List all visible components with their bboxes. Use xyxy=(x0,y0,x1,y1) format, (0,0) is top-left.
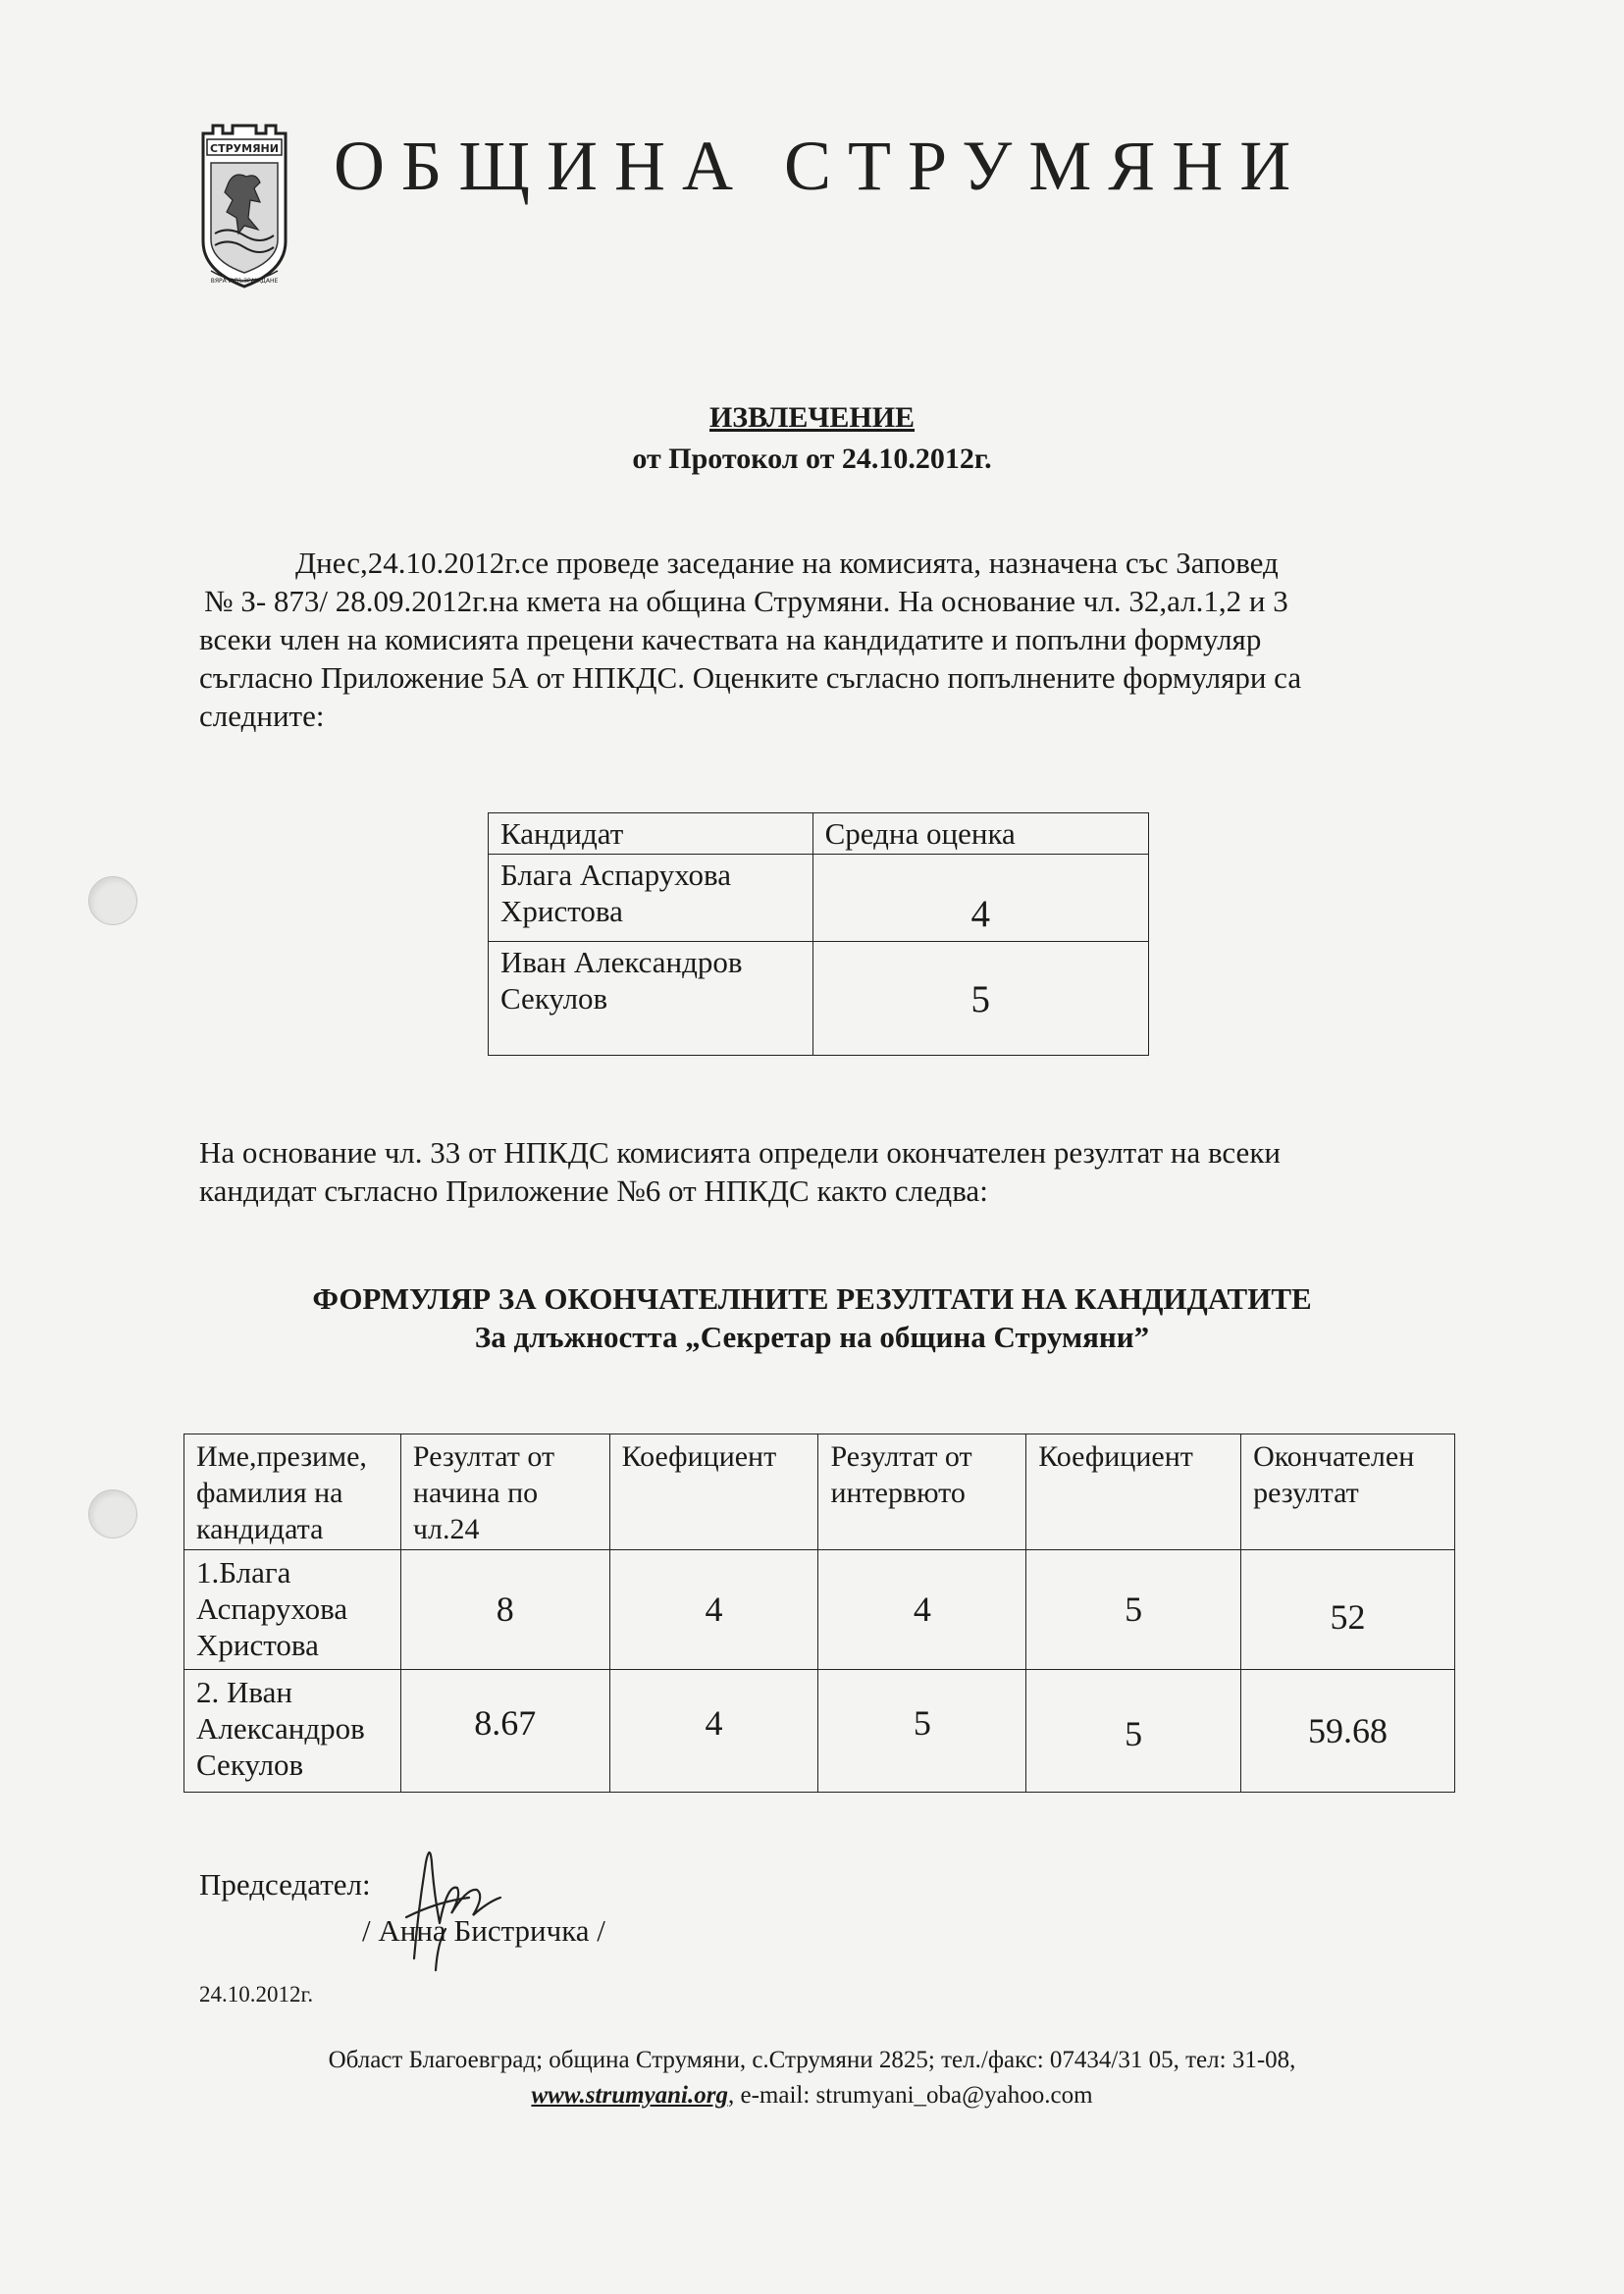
footer-web-line xyxy=(0,2078,1624,2113)
average-score-cell: 5 xyxy=(812,942,1148,1056)
table-row xyxy=(489,942,1149,1056)
candidate-name-line: 2. Иван xyxy=(196,1675,292,1709)
intro-line-2: № З- 873/ 28.09.2012г.на кмета на община Струмяни. На основание чл. 32,ал.1,2 и 3 xyxy=(204,584,1288,618)
signature-date: 24.10.2012г. xyxy=(199,1982,314,2007)
column-header-average-score: Средна оценка xyxy=(812,813,1148,855)
candidate-name-line: Александров xyxy=(196,1711,365,1746)
candidate-name-line: Секулов xyxy=(196,1747,304,1782)
chairman-label: Председател: xyxy=(199,1867,371,1902)
candidate-name-line: Христова xyxy=(196,1628,319,1662)
svg-text:СТРУМЯНИ: СТРУМЯНИ xyxy=(210,142,279,155)
header-line: начина по xyxy=(412,1477,539,1509)
footer-email: , e-mail: strumyani_oba@yahoo.com xyxy=(727,2082,1093,2109)
extract-heading xyxy=(0,397,1624,480)
table-row xyxy=(184,1670,1455,1793)
table-row xyxy=(489,855,1149,942)
column-header-method-result xyxy=(400,1434,609,1550)
extract-subtitle: от Протокол от 24.10.2012г. xyxy=(632,443,992,475)
punch-hole-bottom xyxy=(88,1489,137,1538)
form-subtitle: За длъжността „Секретар на община Струмяни” xyxy=(474,1320,1150,1354)
header-line: Коефициент xyxy=(621,1440,777,1473)
table-header-row xyxy=(489,813,1149,855)
table-header-row xyxy=(184,1434,1455,1550)
coefficient-1-cell: 4 xyxy=(609,1550,818,1670)
extract-title: ИЗВЛЕЧЕНИЕ xyxy=(708,401,916,434)
header-line: Коефициент xyxy=(1038,1440,1193,1473)
municipality-title: ОБЩИНА СТРУМЯНИ xyxy=(334,127,1308,205)
average-score-cell: 4 xyxy=(812,855,1148,942)
column-header-interview-result xyxy=(818,1434,1026,1550)
average-scores-table xyxy=(488,812,1149,1056)
svg-text:ВЯРА И ВЪЗРАЖДАНЕ: ВЯРА И ВЪЗРАЖДАНЕ xyxy=(210,278,279,285)
intro-line-5: следните: xyxy=(199,699,325,733)
candidate-name-line: Христова xyxy=(500,894,623,928)
municipality-crest xyxy=(199,124,289,288)
intro-line-4: съгласно Приложение 5А от НПКДС. Оценките съгласно попълнените формуляри са xyxy=(199,660,1302,695)
candidate-name-line: Аспарухова xyxy=(196,1591,348,1626)
form-heading xyxy=(0,1279,1624,1356)
final-result-cell: 59.68 xyxy=(1241,1670,1455,1793)
method-result-cell: 8.67 xyxy=(400,1670,609,1793)
final-results-table xyxy=(183,1434,1455,1793)
table-row xyxy=(184,1550,1455,1670)
candidate-name-cell xyxy=(489,942,813,1056)
candidate-name-cell xyxy=(184,1550,401,1670)
header-line: кандидата xyxy=(196,1513,324,1545)
website-link[interactable]: www.strumyani.org xyxy=(531,2082,728,2109)
chairman-name: / Анна Бистричка / xyxy=(362,1913,605,1948)
column-header-final-result xyxy=(1241,1434,1455,1550)
basis-paragraph xyxy=(199,1133,1281,1210)
punch-hole-top xyxy=(88,876,137,925)
column-header-coefficient-2 xyxy=(1026,1434,1241,1550)
candidate-name-line: Секулов xyxy=(500,981,608,1016)
column-header-candidate-name xyxy=(184,1434,401,1550)
header-line: Резултат от xyxy=(830,1440,972,1473)
candidate-name-line: Иван Александров xyxy=(500,945,743,979)
coefficient-1-cell: 4 xyxy=(609,1670,818,1793)
candidate-name-cell xyxy=(489,855,813,942)
basis-line-2: кандидат съгласно Приложение №6 от НПКДС както следва: xyxy=(199,1173,988,1208)
column-header-coefficient-1 xyxy=(609,1434,818,1550)
coefficient-2-cell: 5 xyxy=(1026,1670,1241,1793)
header-line: Резултат от xyxy=(412,1440,555,1473)
header-line: интервюто xyxy=(830,1477,966,1509)
basis-line-1: На основание чл. 33 от НПКДС комисията определи окончателен резултат на всеки xyxy=(199,1135,1281,1170)
intro-paragraph xyxy=(0,544,1301,735)
method-result-cell: 8 xyxy=(400,1550,609,1670)
intro-line-3: всеки член на комисията прецени качествата на кандидатите и попълни формуляр xyxy=(199,622,1262,656)
interview-result-cell: 4 xyxy=(818,1550,1026,1670)
header-line: чл.24 xyxy=(412,1513,480,1545)
column-header-candidate: Кандидат xyxy=(489,813,813,855)
header-line: резултат xyxy=(1253,1477,1359,1509)
footer-contacts xyxy=(0,2043,1624,2113)
handwritten-signature xyxy=(379,1833,506,1980)
footer-address-line: Област Благоевград; община Струмяни, с.Струмяни 2825; тел./факс: 07434/31 05, тел: 31-08, xyxy=(328,2047,1296,2073)
candidate-name-line: 1.Блага xyxy=(196,1555,291,1590)
header-line: фамилия на xyxy=(196,1477,343,1509)
interview-result-cell: 5 xyxy=(818,1670,1026,1793)
coefficient-2-cell: 5 xyxy=(1026,1550,1241,1670)
candidate-name-line: Блага Аспарухова xyxy=(500,858,731,892)
header-line: Име,презиме, xyxy=(196,1440,367,1473)
final-result-cell: 52 xyxy=(1241,1550,1455,1670)
intro-line-1: Днес,24.10.2012г.се проведе заседание на комисията, назначена със Заповед xyxy=(295,546,1279,580)
candidate-name-cell xyxy=(184,1670,401,1793)
form-title: ФОРМУЛЯР ЗА ОКОНЧАТЕЛНИТЕ РЕЗУЛТАТИ НА КАНДИДАТИТЕ xyxy=(312,1281,1312,1316)
header-line: Окончателен xyxy=(1253,1440,1415,1473)
